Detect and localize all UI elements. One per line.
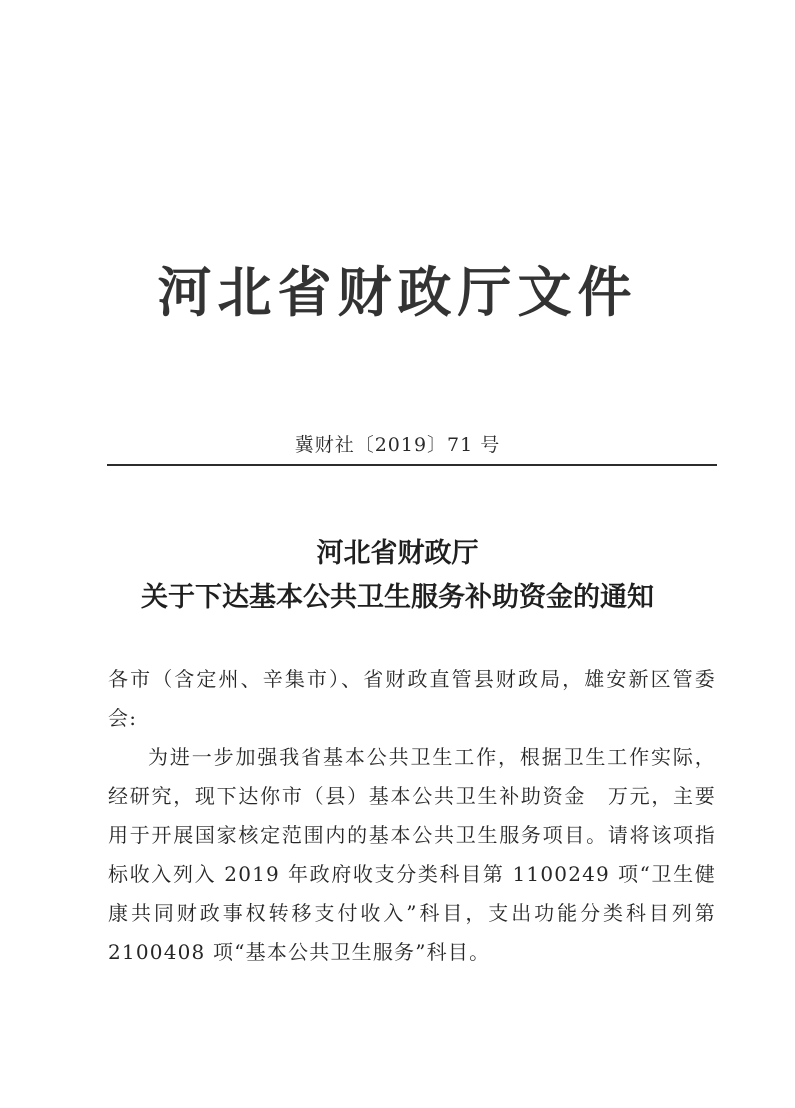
header-divider bbox=[107, 464, 717, 466]
addressee: 各市（含定州、辛集市）、省财政直管县财政局，雄安新区管委会: bbox=[108, 667, 716, 730]
document-number: 冀财社〔2019〕71 号 bbox=[294, 434, 501, 456]
title-line-2: 关于下达基本公共卫生服务补助资金的通知 bbox=[141, 582, 654, 613]
title-line-1: 河北省财政厅 bbox=[316, 538, 479, 569]
issuer-heading: 河北省财政厅文件 bbox=[157, 261, 638, 324]
body-text bbox=[108, 660, 716, 972]
paragraph-1: 为进一步加强我省基本公共卫生工作，根据卫生工作实际，经研究，现下达你市（县）基本公共卫生补助资金 万元，主要用于开展国家核定范围内的基本公共卫生服务项目。请将该项指标收入列入 2019 年政府收支分类科目第 1100249 项“卫生健康共同财政事权转移支付收入”科目，支出功能分类科目列第 2100408 项“基本公共卫生服务”科目。 bbox=[108, 745, 716, 964]
